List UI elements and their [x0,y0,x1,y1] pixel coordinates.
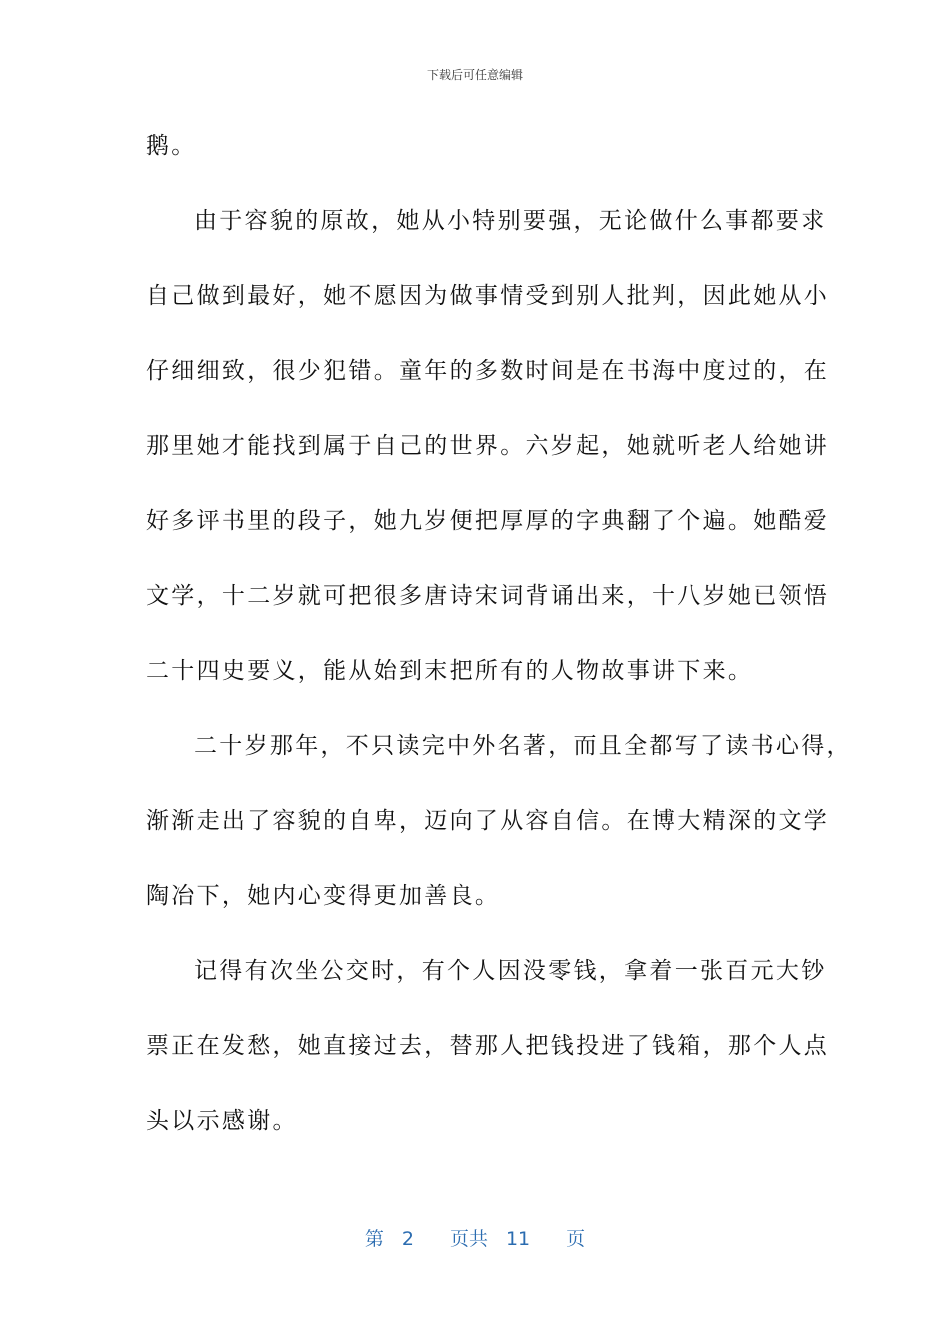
document-body [146,126,852,1176]
footer-total-pages: 11 [505,1228,531,1250]
text-line: 那里她才能找到属于自己的世界。六岁起，她就听老人给她讲 [146,433,830,459]
text-line: 渐渐走出了容貌的自卑，迈向了从容自信。在博大精深的文学 [146,808,830,834]
text-line: 文学，十二岁就可把很多唐诗宋词背诵出来，十八岁她已领悟 [146,583,830,609]
footer-current-page: 2 [401,1228,414,1250]
paragraph-start-line: 记得有次坐公交时，有个人因没零钱，拿着一张百元大钞 [194,958,827,984]
page-footer [0,1224,950,1251]
footer-suffix: 页 [566,1228,586,1250]
text-line: 鹅。 [146,133,197,159]
text-line: 头以示感谢。 [146,1108,298,1134]
footer-prefix: 第 [364,1228,384,1250]
text-line: 陶冶下，她内心变得更加善良。 [146,883,501,909]
paragraph-start-line: 二十岁那年，不只读完中外名著，而且全都写了读书心得， [194,733,852,759]
text-line: 二十四史要义，能从始到末把所有的人物故事讲下来。 [146,658,754,684]
text-line: 自己做到最好，她不愿因为做事情受到别人批判，因此她从小 [146,283,830,309]
text-line: 票正在发愁，她直接过去，替那人把钱投进了钱箱，那个人点 [146,1033,830,1059]
footer-middle: 页共 [449,1228,488,1250]
text-line: 好多评书里的段子，她九岁便把厚厚的字典翻了个遍。她酷爱 [146,508,830,534]
paragraph-start-line: 由于容貌的原故，她从小特别要强，无论做什么事都要求 [194,208,827,234]
page-header: 下载后可任意编辑 [426,68,523,82]
text-line: 仔细细致，很少犯错。童年的多数时间是在书海中度过的，在 [146,358,830,384]
